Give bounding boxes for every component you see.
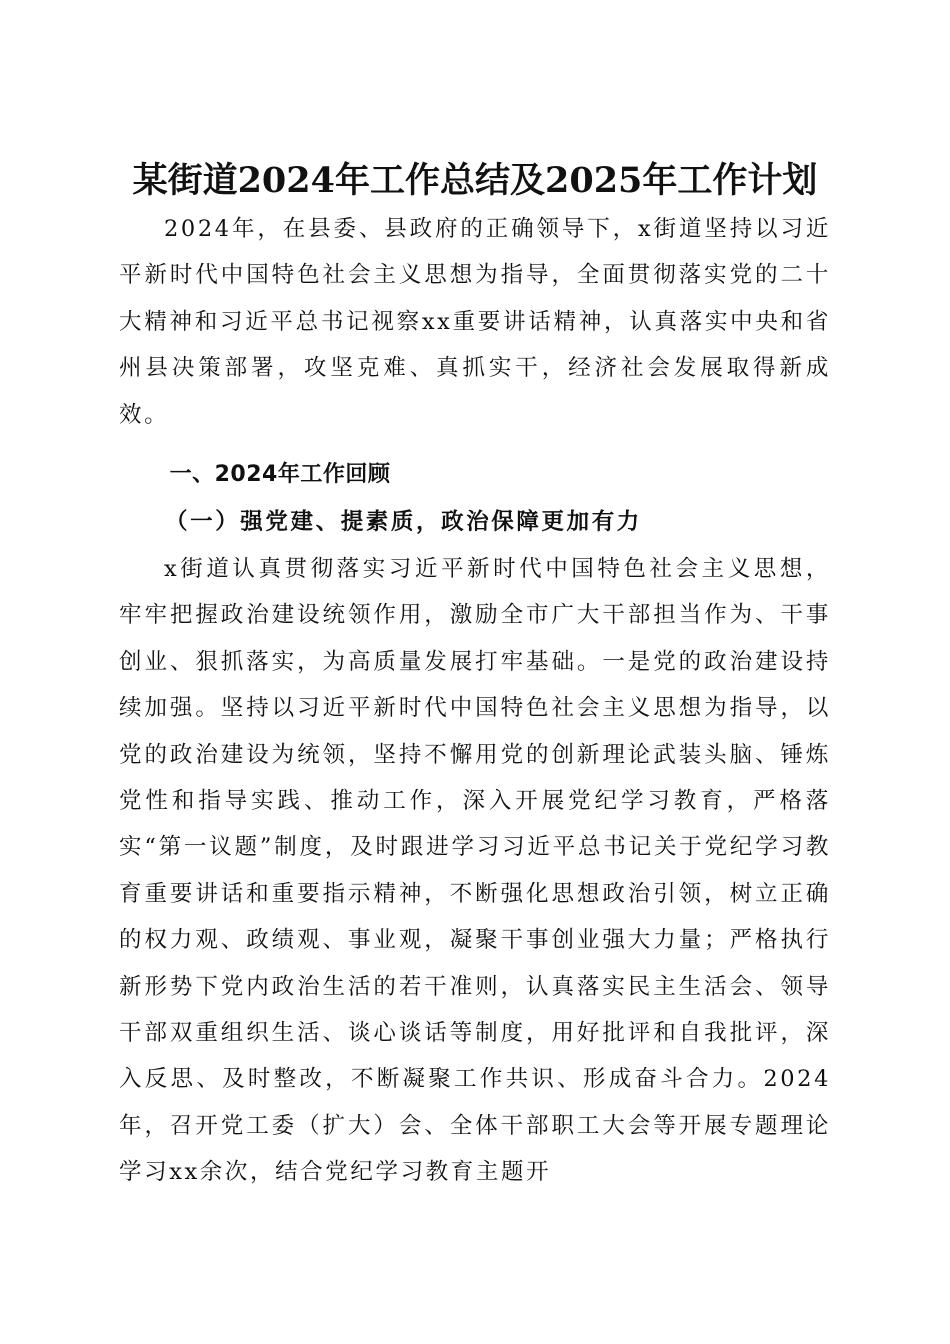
intro-paragraph: 2024年，在县委、县政府的正确领导下，x街道坚持以习近平新时代中国特色社会主义思想为指导，全面贯彻落实党的二十大精神和习近平总书记视察xx重要讲话精神，认真落实中央和省州县决策部署，攻坚克难、真抓实干，经济社会发展取得新成效。 bbox=[119, 216, 831, 428]
section-paragraph: x街道认真贯彻落实习近平新时代中国特色社会主义思想，牢牢把握政治建设统领作用，激励全市广大干部担当作为、干事创业、狠抓落实，为高质量发展打牢基础。一是党的政治建设持续加强。坚持以习近平新时代中国特色社会主义思想为指导，以党的政治建设为统领，坚持不懈用党的创新理论武装头脑、锤炼党性和指导实践、推动工作，深入开展党纪学习教育，严格落实“第一议题”制度，及时跟进学习习近平总书记关于党纪学习教育重要讲话和重要指示精神，不断强化思想政治引领，树立正确的权力观、政绩观、事业观，凝聚干事创业强大力量；严格执行新形势下党内政治生活的若干准则，认真落实民主生活会、领导干部双重组织生活、谈心谈话等制度，用好批评和自我批评，深入反思、及时整改，不断凝聚工作共识、形成奋斗合力。2024年，召开党工委（扩大）会、全体干部职工大会等开展专题理论学习xx余次，结合党纪学习教育主题开 bbox=[119, 556, 831, 1186]
document-title: 某街道2024年工作总结及2025年工作计划 bbox=[132, 160, 818, 202]
subsection-heading: （一）强党建、提素质，政治保障更加有力 bbox=[165, 509, 642, 535]
section-heading: 一、2024年工作回顾 bbox=[169, 462, 391, 487]
